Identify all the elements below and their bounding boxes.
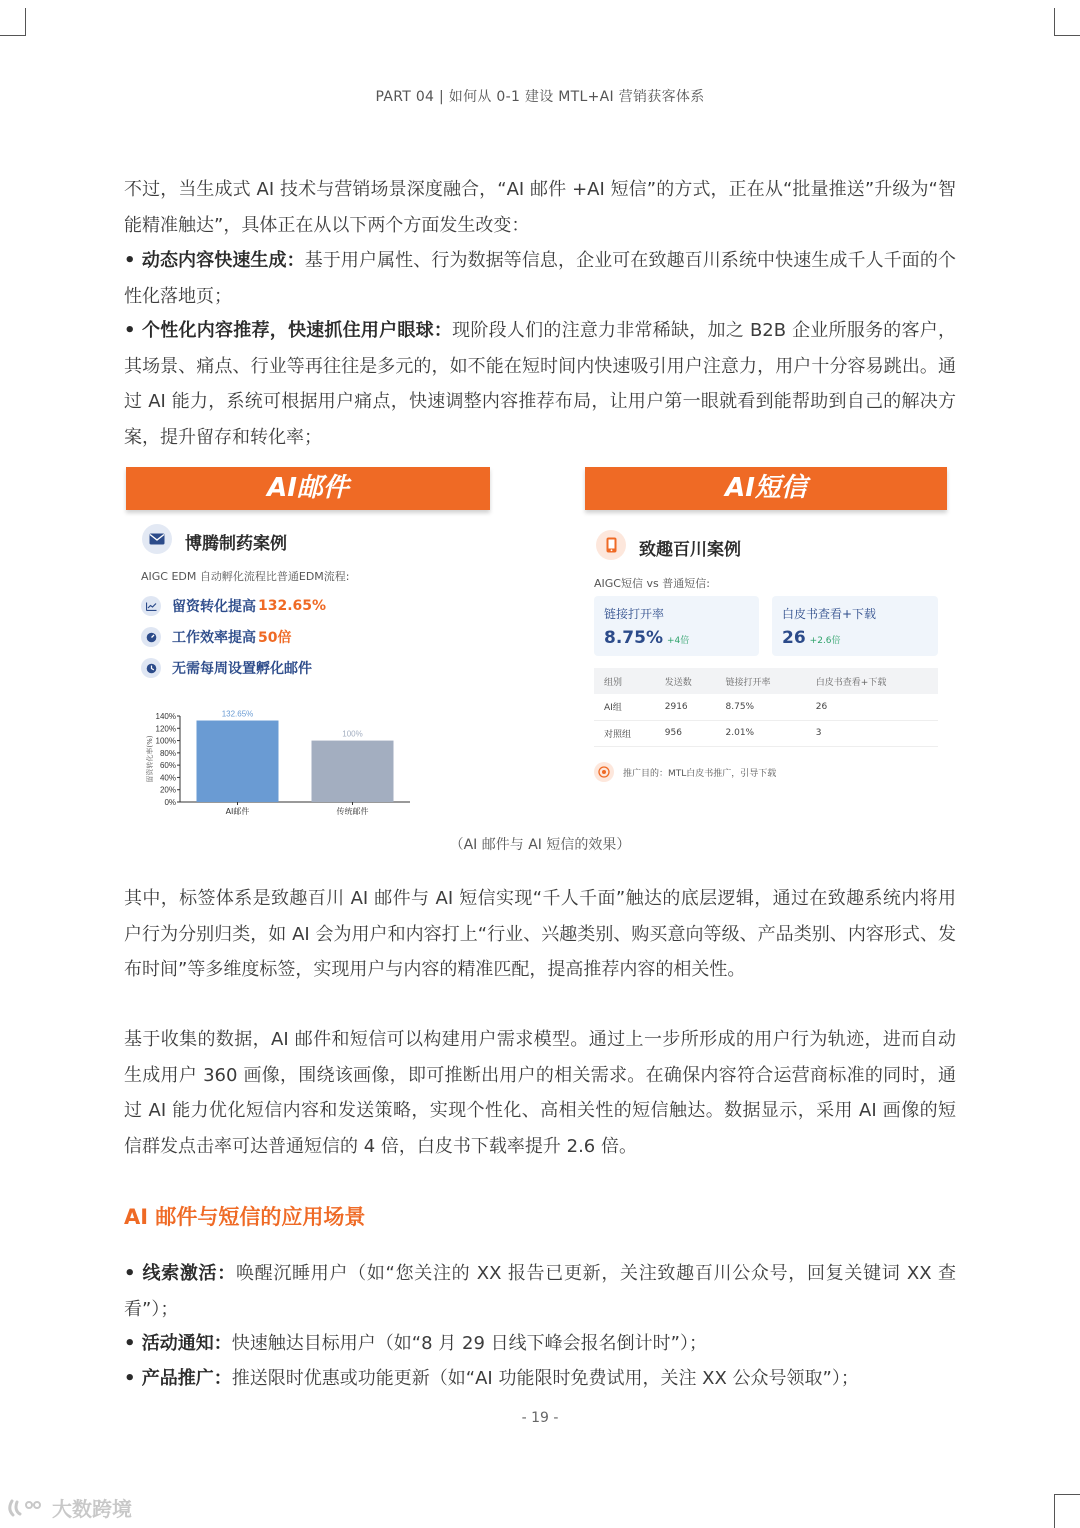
ai-sms-banner: AI短信 xyxy=(585,467,947,510)
y-tick-label: 120% xyxy=(155,724,176,734)
watermark xyxy=(8,1493,132,1522)
table-cell: 26 xyxy=(806,694,938,720)
y-tick-label: 100% xyxy=(155,736,176,746)
x-tick-label: AI邮件 xyxy=(225,807,250,816)
table-cell: 956 xyxy=(655,720,716,746)
table-row xyxy=(594,720,938,746)
clock-icon xyxy=(141,658,161,678)
sms-case-subtitle: AIGC短信 vs 普通短信: xyxy=(594,577,710,590)
table-header-row xyxy=(594,668,938,694)
bar-data-label: 132.65% xyxy=(221,709,254,719)
bar-传统邮件 xyxy=(312,741,394,802)
feature-no-weekly-setup xyxy=(141,657,312,679)
stat-card-whitepaper xyxy=(772,596,938,656)
feature-highlight: 132.65% xyxy=(258,598,327,614)
scenario-title: • 产品推广： xyxy=(124,1368,232,1389)
crop-mark-top-left xyxy=(0,8,26,36)
chart-line-icon xyxy=(141,596,161,616)
bullet-personalized-recommendation xyxy=(124,313,956,455)
scenario-text: 唤醒沉睡用户（如“您关注的 XX 报告已更新，关注致趣百川公众号，回复关键词 XX 查看”）； xyxy=(124,1263,956,1320)
bar-data-label: 100% xyxy=(342,729,363,739)
watermark-text: 大数跨境 xyxy=(52,1497,132,1521)
sms-case-title: 致趣百川案例 xyxy=(639,540,741,560)
email-case-title: 博腾制药案例 xyxy=(185,534,287,554)
y-tick-label: 140% xyxy=(155,712,176,721)
stat-delta: +4倍 xyxy=(666,636,690,646)
table-cell: 对照组 xyxy=(594,720,655,746)
gauge-icon xyxy=(141,627,161,647)
feature-text: 无需每周设置孵化邮件 xyxy=(172,661,312,677)
table-row xyxy=(594,694,938,720)
figure-caption: （AI 邮件与 AI 短信的效果） xyxy=(449,837,631,853)
ai-email-banner: AI邮件 xyxy=(126,467,490,510)
sms-comparison-table xyxy=(594,668,938,747)
y-tick-label: 0% xyxy=(164,798,176,807)
stat-value: 8.75% +4倍 xyxy=(604,628,690,648)
watermark-logo-icon xyxy=(8,1497,48,1519)
crop-mark-bottom-right xyxy=(1054,1494,1080,1528)
bullet-text: 基于用户属性、行为数据等信息，企业可在致趣百川系统中快速生成千人千面的个性化落地页； xyxy=(124,250,956,307)
crop-mark-top-right xyxy=(1054,8,1080,36)
scenario-title: • 活动通知： xyxy=(124,1333,232,1354)
feature-text: 工作效率提高 xyxy=(172,630,256,646)
section-title: AI 邮件与短信的应用场景 xyxy=(124,1205,366,1229)
table-cell: 2916 xyxy=(655,694,716,720)
feature-highlight: 50倍 xyxy=(258,630,292,646)
table-header: 发送数 xyxy=(655,668,716,694)
table-header: 链接打开率 xyxy=(716,668,806,694)
y-tick-label: 40% xyxy=(159,773,176,783)
table-cell: AI组 xyxy=(594,694,655,720)
scenario-text: 快速触达目标用户（如“8 月 29 日线下峰会报名倒计时”）； xyxy=(231,1333,707,1354)
bar-AI邮件 xyxy=(197,721,279,802)
bullet-dynamic-content xyxy=(124,243,956,314)
page-number: - 19 - xyxy=(521,1410,559,1426)
scenario-title: • 线索激活： xyxy=(124,1263,236,1284)
stat-card-open-rate xyxy=(594,596,759,656)
feature-efficiency xyxy=(141,626,291,648)
scenario-text: 推送限时优惠或功能更新（如“AI 功能限时免费试用，关注 XX 公众号领取”）； xyxy=(231,1368,859,1389)
stat-value: 26 +2.6倍 xyxy=(782,628,841,648)
stat-delta: +2.6倍 xyxy=(809,636,841,646)
mail-icon xyxy=(142,524,172,554)
stat-label: 白皮书查看+下载 xyxy=(782,607,877,621)
bullet-text: 现阶段人们的注意力非常稀缺，加之 B2B 企业所服务的客户，其场景、痛点、行业等再往往是多元的，如不能在短时间内快速吸引用户注意力，用户十分容易跳出。通过 AI 能力，系统可根据用户痛点，快速调整内容推荐布局，让用户第一眼就看到能帮助到自己的解决方案，提升留存和转化率； xyxy=(124,320,956,448)
y-tick-label: 60% xyxy=(159,761,176,771)
sms-purpose: 推广目的：MTL白皮书推广，引导下载 xyxy=(623,769,777,779)
user-model-paragraph: 基于收集的数据，AI 邮件和短信可以构建用户需求模型。通过上一步所形成的用户行为轨迹，进而自动生成用户 360 画像，围绕该画像，即可推断出用户的相关需求。在确保内容符合运营商标准的同时，通过 AI 能力优化短信内容和发送策略，实现个性化、高相关性的短信触达。数据显示，采用 AI 画像的短信群发点击率可达普通短信的 4 倍，白皮书下载率提升 2.6 倍。 xyxy=(124,1029,956,1157)
bullet-title: • 动态内容快速生成： xyxy=(124,250,305,271)
email-case-subtitle: AIGC EDM 自动孵化流程比普通EDM流程: xyxy=(141,570,350,583)
scenario-event-notice xyxy=(124,1326,956,1362)
stat-label: 链接打开率 xyxy=(604,607,665,621)
conversion-bar-chart xyxy=(140,702,440,822)
feature-text: 留资转化提高 xyxy=(172,599,256,615)
y-tick-label: 20% xyxy=(159,785,176,795)
tag-system-paragraph: 其中，标签体系是致趣百川 AI 邮件与 AI 短信实现“千人千面”触达的底层逻辑，通过在致趣系统内将用户行为分别归类，如 AI 会为用户和内容打上“行业、兴趣类别、购买意向等级、产品类别、内容形式、发布时间”等多维度标签，实现用户与内容的精准匹配，提高推荐内容的相关性。 xyxy=(124,888,956,980)
table-cell: 2.01% xyxy=(716,720,806,746)
table-cell: 3 xyxy=(806,720,938,746)
intro-paragraph: 不过，当生成式 AI 技术与营销场景深度融合，“AI 邮件 +AI 短信”的方式，正在从“批量推送”升级为“智能精准触达”，具体正在从以下两个方面发生改变： xyxy=(124,179,956,236)
table-header: 组别 xyxy=(594,668,655,694)
table-cell: 8.75% xyxy=(716,694,806,720)
x-tick-label: 传统邮件 xyxy=(336,807,369,816)
table-header: 白皮书查看+下载 xyxy=(806,668,938,694)
scenario-lead-activation xyxy=(124,1256,956,1327)
scenario-product-promotion xyxy=(124,1361,956,1397)
y-tick-label: 80% xyxy=(159,748,176,758)
bullet-title: • 个性化内容推荐，快速抓住用户眼球： xyxy=(124,320,453,341)
target-icon xyxy=(594,762,614,782)
feature-conversion-rate xyxy=(141,595,326,617)
phone-icon xyxy=(596,530,626,560)
running-header: PART 04 | 如何从 0-1 建设 MTL+AI 营销获客体系 xyxy=(375,89,705,105)
y-axis-label: 留资转化率(%) xyxy=(146,735,154,783)
